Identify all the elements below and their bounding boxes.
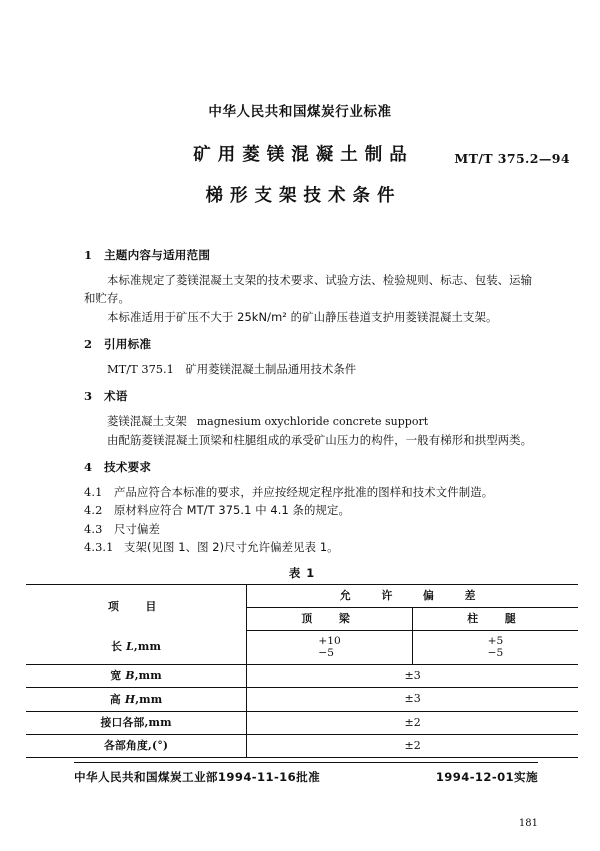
term-chinese: 菱镁混凝土支架	[107, 413, 187, 428]
document-body	[0, 248, 600, 557]
clause-4-2	[84, 501, 538, 519]
row-label-angle	[26, 735, 247, 758]
section-title-4: 技术要求	[104, 460, 152, 475]
length-top-minus: −5	[318, 647, 335, 660]
row-label-angle-unit: ,(°)	[148, 739, 169, 753]
cell-height-value: ±3	[247, 688, 578, 711]
cell-angle-value: ±2	[247, 735, 578, 758]
clause-text-4-1: 产品应符合本标准的要求，并应按经规定程序批准的图样和技术文件制造。	[114, 484, 494, 499]
section-heading-3	[84, 389, 538, 405]
clause-text-4-3: 尺寸偏差	[114, 521, 160, 536]
section-number-4: 4	[84, 460, 93, 475]
table-row	[26, 665, 578, 688]
clause-4-3	[84, 520, 538, 538]
header-allowable-deviation: 允 许 偏 差	[247, 584, 578, 607]
section-number-1: 1	[84, 247, 93, 262]
footer-approval: 中华人民共和国煤炭工业部1994-11-16批准	[74, 770, 321, 784]
row-label-length-unit: ,mm	[133, 640, 162, 654]
table-row	[26, 711, 578, 734]
page-number: 181	[518, 818, 538, 829]
table-row	[26, 735, 578, 758]
clause-number-4-3-1: 4.3.1	[84, 540, 114, 555]
table-header-row-1	[26, 584, 578, 607]
row-label-width	[26, 665, 247, 688]
table-row	[26, 630, 578, 665]
section-title-3: 术语	[104, 389, 128, 404]
section-heading-1	[84, 248, 538, 264]
cell-joint-value: ±2	[247, 711, 578, 734]
tolerance-table	[26, 584, 578, 759]
referenced-standard: MT/T 375.1 矿用菱镁混凝土制品通用技术条件	[107, 361, 357, 376]
section-number-3: 3	[84, 389, 93, 404]
term-english: magnesium oxychloride concrete support	[196, 414, 429, 428]
document-header	[0, 104, 600, 120]
row-label-width-symbol: B	[125, 669, 135, 683]
row-label-angle-cn: 各部角度	[104, 739, 149, 753]
table-caption: 表 1	[288, 565, 316, 580]
row-label-joint-unit: ,mm	[144, 715, 172, 729]
title-block	[0, 145, 600, 208]
cell-length-top-beam	[247, 630, 413, 665]
row-label-joint-cn: 接口各部	[100, 715, 145, 729]
row-label-length-cn: 长	[111, 640, 127, 654]
page-title: 矿用菱镁混凝土制品	[193, 145, 414, 166]
section-title-2: 引用标准	[104, 336, 152, 351]
row-label-width-unit: ,mm	[134, 669, 162, 683]
length-leg-plus: +5	[487, 634, 504, 647]
section-heading-4	[84, 460, 538, 476]
table-1-wrapper	[0, 565, 600, 759]
footer-effective-date: 1994-12-01实施	[435, 770, 538, 784]
length-leg-minus: −5	[487, 647, 504, 660]
header-item: 项 目	[26, 584, 247, 630]
term-entry	[84, 412, 538, 431]
row-label-length	[26, 630, 247, 665]
header-leg: 柱 腿	[412, 607, 578, 630]
section-number-2: 2	[84, 336, 93, 351]
row-label-length-symbol: L	[126, 640, 134, 654]
clause-text-4-3-1: 支架(见图 1、图 2)尺寸允许偏差见表 1。	[124, 540, 339, 555]
clause-number-4-2: 4.2	[84, 503, 103, 518]
clause-4-1	[84, 483, 538, 501]
header-top-beam: 顶 梁	[247, 607, 413, 630]
cell-length-leg	[412, 630, 578, 665]
section-heading-2	[84, 337, 538, 353]
row-label-height-unit: ,mm	[135, 692, 163, 706]
section-title-1: 主题内容与适用范围	[104, 247, 211, 262]
clause-text-4-2: 原材料应符合 MT/T 375.1 中 4.1 条的规定。	[114, 503, 350, 518]
table-row	[26, 688, 578, 711]
row-label-height-cn: 高	[109, 692, 125, 706]
row-label-joint	[26, 711, 247, 734]
row-label-height	[26, 688, 247, 711]
page-subtitle: 梯形支架技术条件	[205, 186, 402, 207]
length-top-plus: +10	[318, 634, 341, 647]
cell-width-value: ±3	[247, 665, 578, 688]
standard-number: MT/T 375.2—94	[454, 151, 570, 167]
issuing-organization: 中华人民共和国煤炭行业标准	[208, 104, 392, 120]
row-label-height-symbol: H	[124, 692, 136, 706]
row-label-width-cn: 宽	[110, 669, 126, 683]
term-definition: 由配筋菱镁混凝土顶梁和柱腿组成的承受矿山压力的构件，一般有梯形和拱型两类。	[107, 432, 533, 447]
clause-4-3-1	[84, 538, 538, 556]
section-1-paragraph-2: 本标准适用于矿压不大于 25kN/m² 的矿山静压巷道支护用菱镁混凝土支架。	[107, 309, 498, 324]
clause-number-4-3: 4.3	[84, 521, 103, 536]
section-1-paragraph-1: 本标准规定了菱镁混凝土支架的技术要求、试验方法、检验规则、标志、包装、运输和贮存。	[84, 272, 533, 306]
document-footer	[74, 762, 538, 785]
clause-number-4-1: 4.1	[84, 484, 103, 499]
